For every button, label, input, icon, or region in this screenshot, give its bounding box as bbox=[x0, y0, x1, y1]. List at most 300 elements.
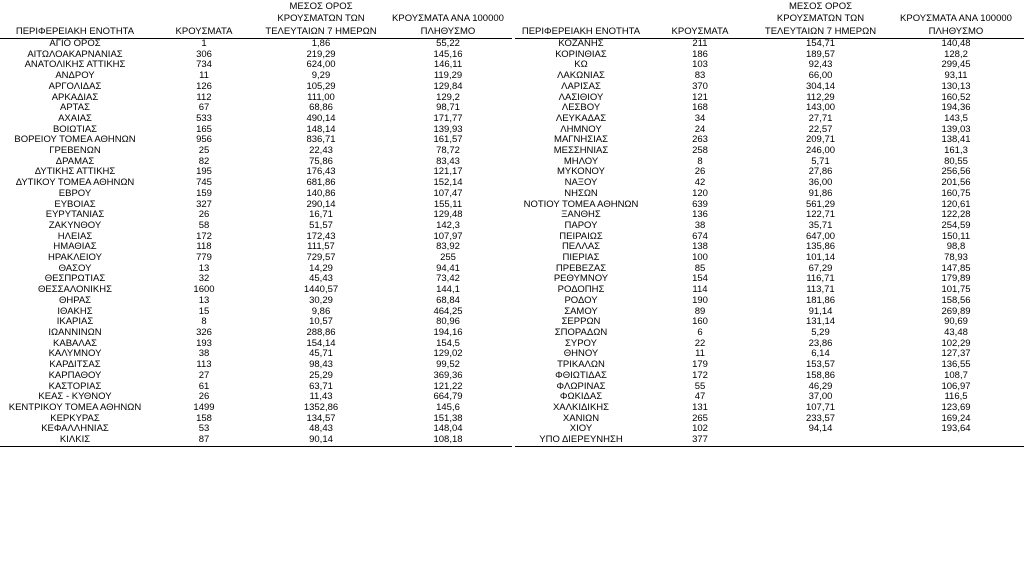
table-row bbox=[515, 307, 1024, 318]
table-row bbox=[515, 210, 1024, 221]
table-row bbox=[0, 403, 512, 414]
table-row bbox=[515, 114, 1024, 125]
table-left-half bbox=[0, 0, 512, 447]
avg-7day-cell: 729,57 bbox=[306, 253, 336, 264]
avg-7day-cell: 98,43 bbox=[309, 360, 333, 371]
per-100k-cell: 99,52 bbox=[436, 360, 460, 371]
region-cell: ΚΕΝΤΡΙΚΟΥ ΤΟΜΕΑ ΑΘΗΝΩΝ bbox=[8, 402, 142, 413]
per-100k-cell: 171,77 bbox=[433, 113, 463, 124]
avg-7day-cell: 154,71 bbox=[805, 38, 836, 49]
cases-cell: 8 bbox=[201, 317, 207, 328]
cases-cell: 42 bbox=[694, 178, 706, 189]
avg-7day-cell: 6,14 bbox=[811, 349, 830, 360]
avg-7day-cell: 1440,57 bbox=[303, 285, 339, 296]
per-100k-cell: 122,28 bbox=[941, 210, 971, 221]
per-100k-cell: 127,37 bbox=[941, 349, 971, 360]
table-row bbox=[515, 435, 1024, 446]
header-cases: ΚΡΟΥΣΜΑΤΑ bbox=[647, 0, 753, 39]
per-100k-cell: 152,14 bbox=[433, 178, 463, 189]
table-row bbox=[0, 189, 512, 200]
cases-cell: 13 bbox=[198, 295, 210, 306]
cases-cell: 11 bbox=[695, 349, 705, 360]
region-cell: ΚΑΡΠΑΘΟΥ bbox=[48, 370, 102, 381]
avg-7day-cell: 1,86 bbox=[311, 38, 331, 49]
cases-cell: 326 bbox=[196, 327, 212, 338]
cases-cell: 160 bbox=[692, 317, 708, 328]
per-100k-cell: 144,1 bbox=[436, 285, 460, 296]
region-cell: ΧΙΟΥ bbox=[569, 424, 593, 435]
per-100k-cell: 98,8 bbox=[946, 242, 966, 253]
table-row bbox=[515, 264, 1024, 275]
cases-cell: 674 bbox=[692, 231, 708, 242]
region-cell: ΑΙΤΩΛΟΑΚΑΡΝΑΝΙΑΣ bbox=[27, 49, 123, 60]
avg-7day-cell: 11,43 bbox=[309, 392, 333, 403]
cases-cell: 195 bbox=[196, 167, 212, 178]
avg-7day-cell: 90,14 bbox=[258, 435, 384, 446]
avg-7day-cell: 16,71 bbox=[309, 210, 333, 221]
per-100k-cell: 108,18 bbox=[384, 435, 512, 446]
table-body-right bbox=[515, 39, 1024, 447]
per-100k-cell: 146,11 bbox=[433, 60, 463, 71]
region-cell: ΛΑΣΙΘΙΟΥ bbox=[558, 92, 604, 103]
avg-7day-cell: 288,86 bbox=[306, 327, 336, 338]
per-100k-cell: 147,85 bbox=[941, 263, 971, 274]
region-cell: ΚΙΛΚΙΣ bbox=[0, 435, 150, 446]
cases-cell: 1 bbox=[201, 38, 207, 49]
avg-7day-cell: 246,00 bbox=[805, 146, 836, 157]
table-row bbox=[0, 135, 512, 146]
avg-7day-cell: 154,14 bbox=[306, 338, 336, 349]
avg-7day-cell: 143,00 bbox=[805, 103, 836, 114]
region-cell: ΜΑΓΝΗΣΙΑΣ bbox=[554, 135, 608, 146]
region-cell: ΚΕΑΣ - ΚΥΘΝΟΥ bbox=[38, 392, 112, 403]
region-cell: ΠΙΕΡΙΑΣ bbox=[562, 253, 600, 264]
region-cell: ΗΛΕΙΑΣ bbox=[57, 231, 93, 242]
region-cell: ΜΕΣΣΗΝΙΑΣ bbox=[553, 146, 609, 157]
cases-cell: 131 bbox=[692, 402, 708, 413]
cases-cell: 154 bbox=[692, 274, 708, 285]
avg-7day-cell: 46,29 bbox=[808, 381, 833, 392]
region-cell: ΡΟΔΟΥ bbox=[564, 295, 598, 306]
region-cell: ΛΑΡΙΣΑΣ bbox=[561, 81, 601, 92]
table-row bbox=[0, 146, 512, 157]
per-100k-cell: 108,7 bbox=[944, 370, 968, 381]
cases-cell: 15 bbox=[198, 306, 210, 317]
per-100k-cell: 151,38 bbox=[433, 413, 463, 424]
table-row bbox=[0, 339, 512, 350]
per-100k-cell: 129,84 bbox=[433, 81, 463, 92]
cases-cell: 103 bbox=[692, 60, 708, 71]
region-cell: ΘΗΡΑΣ bbox=[58, 295, 92, 306]
avg-7day-cell: 10,57 bbox=[309, 317, 333, 328]
table-row bbox=[0, 274, 512, 285]
table-row bbox=[0, 71, 512, 82]
region-cell: ΑΡΓΟΛΙΔΑΣ bbox=[48, 81, 102, 92]
per-100k-cell: 138,41 bbox=[941, 135, 971, 146]
table-row bbox=[515, 71, 1024, 82]
cases-cell: 168 bbox=[692, 103, 708, 114]
cases-cell: 25 bbox=[198, 146, 210, 157]
table-row bbox=[515, 93, 1024, 104]
table-row bbox=[515, 146, 1024, 157]
per-100k-cell: 128,2 bbox=[944, 49, 968, 60]
cases-cell: 82 bbox=[198, 156, 210, 167]
per-100k-cell: 142,3 bbox=[436, 220, 460, 231]
region-cell: ΑΡΚΑΔΙΑΣ bbox=[51, 92, 99, 103]
region-cell: ΠΑΡΟΥ bbox=[564, 220, 598, 231]
per-100k-cell: 93,11 bbox=[944, 71, 968, 82]
header-region: ΠΕΡΙΦΕΡΕΙΑΚΗ ΕΝΟΤΗΤΑ bbox=[515, 0, 647, 39]
avg-7day-cell: 23,86 bbox=[808, 338, 833, 349]
avg-7day-cell: 68,86 bbox=[309, 103, 333, 114]
table-row bbox=[515, 328, 1024, 339]
per-100k-cell: 664,79 bbox=[433, 392, 463, 403]
table-row bbox=[515, 403, 1024, 414]
avg-7day-cell: 91,86 bbox=[808, 188, 833, 199]
table-row bbox=[515, 103, 1024, 114]
per-100k-cell: 130,13 bbox=[941, 81, 971, 92]
per-100k-cell: 161,3 bbox=[944, 146, 968, 157]
avg-7day-cell: 36,00 bbox=[808, 178, 833, 189]
region-cell: ΚΑΒΑΛΑΣ bbox=[53, 338, 97, 349]
table-row bbox=[515, 371, 1024, 382]
avg-7day-cell: 35,71 bbox=[808, 220, 833, 231]
avg-7day-cell: 176,43 bbox=[306, 167, 336, 178]
header-7day-average: ΜΕΣΟΣ ΟΡΟΣ ΚΡΟΥΣΜΑΤΩΝ ΤΩΝ ΤΕΛΕΥΤΑΙΩΝ 7 ΗΜΕΡΩΝ bbox=[258, 0, 384, 39]
header-cases: ΚΡΟΥΣΜΑΤΑ bbox=[150, 0, 258, 39]
region-cell: ΦΘΙΩΤΙΔΑΣ bbox=[555, 370, 607, 381]
per-100k-cell: 129,48 bbox=[433, 210, 463, 221]
avg-7day-cell: 107,71 bbox=[805, 402, 836, 413]
table-row bbox=[515, 232, 1024, 243]
cases-cell: 114 bbox=[692, 285, 708, 296]
table-row bbox=[0, 360, 512, 371]
per-100k-cell: 123,69 bbox=[941, 402, 971, 413]
per-100k-cell: 80,96 bbox=[436, 317, 460, 328]
avg-7day-cell: 14,29 bbox=[309, 263, 333, 274]
per-100k-cell: 154,5 bbox=[436, 338, 460, 349]
avg-7day-cell: 140,86 bbox=[306, 188, 336, 199]
cases-cell: 734 bbox=[196, 60, 212, 71]
avg-7day-cell: 112,29 bbox=[806, 92, 835, 103]
region-cell: ΣΑΜΟΥ bbox=[564, 306, 598, 317]
per-100k-cell: 136,55 bbox=[941, 360, 971, 371]
table-row bbox=[515, 382, 1024, 393]
region-cell: ΛΕΣΒΟΥ bbox=[561, 103, 601, 114]
table-row bbox=[0, 285, 512, 296]
region-cell: ΤΡΙΚΑΛΩΝ bbox=[557, 360, 605, 371]
per-100k-cell: 120,61 bbox=[941, 199, 971, 210]
table-row bbox=[0, 125, 512, 136]
per-100k-cell: 55,22 bbox=[436, 38, 460, 49]
region-cell: ΕΒΡΟΥ bbox=[58, 188, 92, 199]
table-row bbox=[0, 392, 512, 403]
cases-cell: 61 bbox=[198, 381, 210, 392]
cases-cell: 258 bbox=[692, 146, 708, 157]
cases-cell: 263 bbox=[692, 135, 708, 146]
cases-cell: 67 bbox=[198, 103, 210, 114]
region-cell: ΙΚΑΡΙΑΣ bbox=[56, 317, 94, 328]
region-cell: ΝΑΞΟΥ bbox=[564, 178, 598, 189]
cases-cell: 112 bbox=[196, 92, 212, 103]
table-row bbox=[0, 264, 512, 275]
table-row bbox=[515, 274, 1024, 285]
table-row bbox=[515, 253, 1024, 264]
cases-cell: 58 bbox=[198, 220, 210, 231]
region-cell: ΚΩ bbox=[574, 60, 588, 71]
avg-7day-cell: 172,43 bbox=[306, 231, 336, 242]
region-cell: ΚΕΡΚΥΡΑΣ bbox=[50, 413, 100, 424]
avg-7day-cell: 189,57 bbox=[805, 49, 836, 60]
region-cell: ΠΕΙΡΑΙΩΣ bbox=[559, 231, 603, 242]
table-row bbox=[0, 307, 512, 318]
region-cell: ΧΑΛΚΙΔΙΚΗΣ bbox=[552, 402, 610, 413]
region-cell: ΚΟΡΙΝΘΙΑΣ bbox=[555, 49, 607, 60]
avg-7day-cell: 209,71 bbox=[805, 135, 836, 146]
cases-cell: 193 bbox=[196, 338, 212, 349]
table-row bbox=[0, 200, 512, 211]
region-cell: ΚΟΖΑΝΗΣ bbox=[558, 38, 604, 49]
per-100k-cell: 140,48 bbox=[941, 38, 971, 49]
per-100k-cell: 464,25 bbox=[433, 306, 463, 317]
cases-cell: 26 bbox=[198, 210, 210, 221]
region-cell: ΣΕΡΡΩΝ bbox=[561, 317, 601, 328]
avg-7day-cell: 9,29 bbox=[311, 71, 331, 82]
cases-cell: 1499 bbox=[193, 402, 215, 413]
region-cell: ΛΑΚΩΝΙΑΣ bbox=[557, 71, 605, 82]
avg-7day-cell: 111,57 bbox=[307, 242, 335, 253]
per-100k-cell: 106,97 bbox=[941, 381, 971, 392]
avg-7day-cell: 681,86 bbox=[306, 178, 336, 189]
avg-7day-cell: 91,14 bbox=[808, 306, 833, 317]
avg-7day-cell: 233,57 bbox=[805, 413, 836, 424]
avg-7day-cell: 304,14 bbox=[805, 81, 836, 92]
cases-cell: 24 bbox=[694, 124, 706, 135]
cases-cell: 158 bbox=[196, 413, 212, 424]
per-100k-cell: 139,93 bbox=[433, 124, 463, 135]
per-100k-cell: 255 bbox=[440, 253, 456, 264]
region-cell: ΚΑΛΥΜΝΟΥ bbox=[48, 349, 102, 360]
table-row bbox=[515, 285, 1024, 296]
per-100k-cell: 155,11 bbox=[433, 199, 463, 210]
avg-7day-cell bbox=[753, 435, 888, 446]
per-100k-cell: 161,57 bbox=[433, 135, 463, 146]
cases-cell: 377 bbox=[647, 435, 753, 446]
table-row bbox=[0, 296, 512, 307]
per-100k-cell: 68,84 bbox=[436, 295, 460, 306]
per-100k-cell: 107,47 bbox=[433, 188, 463, 199]
cases-cell: 34 bbox=[694, 113, 706, 124]
cases-cell: 89 bbox=[694, 306, 706, 317]
region-cell: ΑΓΙΟ ΟΡΟΣ bbox=[49, 38, 101, 49]
avg-7day-cell: 5,71 bbox=[811, 156, 830, 167]
table-row bbox=[515, 125, 1024, 136]
per-100k-cell: 129,2 bbox=[436, 92, 460, 103]
per-100k-cell: 150,11 bbox=[941, 231, 971, 242]
table-row bbox=[0, 371, 512, 382]
cases-cell: 13 bbox=[198, 263, 210, 274]
cases-table-right bbox=[515, 0, 1024, 447]
avg-7day-cell: 5,29 bbox=[811, 327, 830, 338]
cases-cell: 306 bbox=[196, 49, 212, 60]
per-100k-cell: 179,89 bbox=[941, 274, 971, 285]
region-cell: ΘΕΣΠΡΩΤΙΑΣ bbox=[44, 274, 106, 285]
cases-cell: 53 bbox=[198, 424, 210, 435]
avg-7day-cell: 66,00 bbox=[808, 71, 833, 82]
region-cell: ΗΡΑΚΛΕΙΟΥ bbox=[48, 253, 102, 264]
cases-cell: 100 bbox=[692, 253, 708, 264]
header-per-100k: ΚΡΟΥΣΜΑΤΑ ΑΝΑ 100000 ΠΛΗΘΥΣΜΟ bbox=[888, 0, 1024, 39]
table-row bbox=[515, 242, 1024, 253]
avg-7day-cell: 27,86 bbox=[808, 167, 833, 178]
per-100k-cell: 94,41 bbox=[436, 263, 460, 274]
avg-7day-cell: 51,57 bbox=[309, 220, 333, 231]
region-cell: ΗΜΑΘΙΑΣ bbox=[53, 242, 97, 253]
avg-7day-cell: 836,71 bbox=[306, 135, 336, 146]
per-100k-cell: 369,36 bbox=[433, 370, 463, 381]
avg-7day-cell: 135,86 bbox=[805, 242, 836, 253]
per-100k-cell: 160,52 bbox=[941, 92, 971, 103]
per-100k-cell: 78,93 bbox=[944, 253, 968, 264]
avg-7day-cell: 45,71 bbox=[309, 349, 333, 360]
region-cell: ΧΑΝΙΩΝ bbox=[562, 413, 600, 424]
avg-7day-cell: 22,43 bbox=[309, 146, 333, 157]
cases-cell: 55 bbox=[694, 381, 706, 392]
avg-7day-cell: 219,29 bbox=[306, 49, 336, 60]
avg-7day-cell: 75,86 bbox=[309, 156, 333, 167]
avg-7day-cell: 101,14 bbox=[805, 253, 836, 264]
table-row bbox=[0, 221, 512, 232]
region-cell: ΕΥΡΥΤΑΝΙΑΣ bbox=[45, 210, 105, 221]
cases-cell: 165 bbox=[196, 124, 212, 135]
per-100k-cell: 139,03 bbox=[941, 124, 971, 135]
per-100k-cell: 269,89 bbox=[941, 306, 971, 317]
region-cell: ΖΑΚΥΝΘΟΥ bbox=[48, 220, 102, 231]
per-100k-cell: 98,71 bbox=[436, 103, 460, 114]
per-100k-cell: 145,16 bbox=[433, 49, 463, 60]
per-100k-cell: 194,16 bbox=[433, 327, 463, 338]
cases-cell: 6 bbox=[697, 327, 703, 338]
table-row bbox=[0, 424, 512, 435]
table-row bbox=[515, 50, 1024, 61]
avg-7day-cell: 48,43 bbox=[309, 424, 333, 435]
region-cell: ΣΠΟΡΑΔΩΝ bbox=[554, 327, 608, 338]
avg-7day-cell: 94,14 bbox=[808, 424, 833, 435]
cases-cell: 22 bbox=[694, 338, 706, 349]
cases-cell: 87 bbox=[150, 435, 258, 446]
cases-cell: 138 bbox=[692, 242, 708, 253]
cases-cell: 83 bbox=[694, 71, 706, 82]
per-100k-cell: 145,6 bbox=[436, 402, 460, 413]
cases-cell: 38 bbox=[198, 349, 210, 360]
table-row bbox=[0, 232, 512, 243]
avg-7day-cell: 561,29 bbox=[805, 199, 836, 210]
table-row bbox=[515, 157, 1024, 168]
per-100k-cell: 43,48 bbox=[944, 327, 968, 338]
table-row bbox=[515, 424, 1024, 435]
table-row bbox=[0, 210, 512, 221]
table-row bbox=[0, 114, 512, 125]
per-100k-cell: 73,42 bbox=[436, 274, 460, 285]
table-row bbox=[0, 167, 512, 178]
region-cell: ΚΕΦΑΛΛΗΝΙΑΣ bbox=[41, 424, 109, 435]
per-100k-cell: 143,5 bbox=[944, 113, 968, 124]
region-cell: ΝΟΤΙΟΥ ΤΟΜΕΑ ΑΘΗΝΩΝ bbox=[523, 199, 639, 210]
cases-cell: 1600 bbox=[193, 285, 215, 296]
cases-cell: 102 bbox=[692, 424, 708, 435]
cases-cell: 47 bbox=[694, 392, 706, 403]
table-row bbox=[0, 50, 512, 61]
region-cell: ΛΕΥΚΑΔΑΣ bbox=[555, 113, 607, 124]
avg-7day-cell: 37,00 bbox=[808, 392, 833, 403]
table-row bbox=[515, 349, 1024, 360]
cases-cell: 120 bbox=[692, 188, 708, 199]
region-cell: ΑΝΔΡΟΥ bbox=[55, 71, 95, 82]
region-cell: ΡΕΘΥΜΝΟΥ bbox=[553, 274, 609, 285]
table-row bbox=[515, 135, 1024, 146]
per-100k-cell: 254,59 bbox=[941, 220, 971, 231]
table-row bbox=[0, 39, 512, 50]
avg-7day-cell: 111,00 bbox=[307, 92, 335, 103]
avg-7day-cell: 30,29 bbox=[309, 295, 333, 306]
table-row bbox=[515, 339, 1024, 350]
header-7day-average: ΜΕΣΟΣ ΟΡΟΣ ΚΡΟΥΣΜΑΤΩΝ ΤΩΝ ΤΕΛΕΥΤΑΙΩΝ 7 ΗΜΕΡΩΝ bbox=[753, 0, 888, 39]
region-cell: ΘΑΣΟΥ bbox=[58, 263, 92, 274]
avg-7day-cell: 105,29 bbox=[306, 81, 336, 92]
cases-cell: 172 bbox=[692, 370, 708, 381]
per-100k-cell: 101,75 bbox=[941, 285, 971, 296]
per-100k-cell: 169,24 bbox=[941, 413, 971, 424]
avg-7day-cell: 153,57 bbox=[805, 360, 836, 371]
cases-cell: 186 bbox=[692, 49, 708, 60]
avg-7day-cell: 116,71 bbox=[806, 274, 835, 285]
region-cell: ΘΗΝΟΥ bbox=[563, 349, 599, 360]
avg-7day-cell: 624,00 bbox=[306, 60, 336, 71]
table-row bbox=[515, 360, 1024, 371]
cases-cell: 370 bbox=[692, 81, 708, 92]
avg-7day-cell: 290,14 bbox=[306, 199, 336, 210]
avg-7day-cell: 490,14 bbox=[306, 113, 336, 124]
table-row bbox=[515, 414, 1024, 425]
region-cell: ΛΗΜΝΟΥ bbox=[560, 124, 602, 135]
region-cell: ΙΘΑΚΗΣ bbox=[57, 306, 93, 317]
per-100k-cell: 80,55 bbox=[944, 156, 968, 167]
header-row bbox=[515, 0, 1024, 39]
table-row bbox=[515, 392, 1024, 403]
cases-cell: 172 bbox=[196, 231, 212, 242]
cases-cell: 533 bbox=[196, 113, 212, 124]
avg-7day-cell: 67,29 bbox=[808, 263, 833, 274]
avg-7day-cell: 27,71 bbox=[808, 113, 833, 124]
region-cell: ΕΥΒΟΙΑΣ bbox=[54, 199, 96, 210]
table-row bbox=[0, 317, 512, 328]
table-body-left bbox=[0, 39, 512, 447]
region-cell: ΑΧΑΪΑΣ bbox=[58, 113, 92, 124]
per-100k-cell: 83,43 bbox=[436, 156, 460, 167]
region-cell: ΦΩΚΙΔΑΣ bbox=[559, 392, 603, 403]
region-cell: ΔΡΑΜΑΣ bbox=[55, 156, 95, 167]
region-cell: ΠΕΛΛΑΣ bbox=[561, 242, 601, 253]
region-cell: ΑΝΑΤΟΛΙΚΗΣ ΑΤΤΙΚΗΣ bbox=[24, 60, 126, 71]
region-cell: ΞΑΝΘΗΣ bbox=[561, 210, 601, 221]
per-100k-cell: 116,5 bbox=[944, 392, 968, 403]
region-cell: ΘΕΣΣΑΛΟΝΙΚΗΣ bbox=[38, 285, 112, 296]
region-cell: ΑΡΤΑΣ bbox=[60, 103, 90, 114]
per-100k-cell: 119,29 bbox=[433, 71, 463, 82]
cases-cell: 745 bbox=[196, 178, 212, 189]
cases-cell: 639 bbox=[692, 199, 708, 210]
region-cell: ΔΥΤΙΚΗΣ ΑΤΤΙΚΗΣ bbox=[34, 167, 116, 178]
